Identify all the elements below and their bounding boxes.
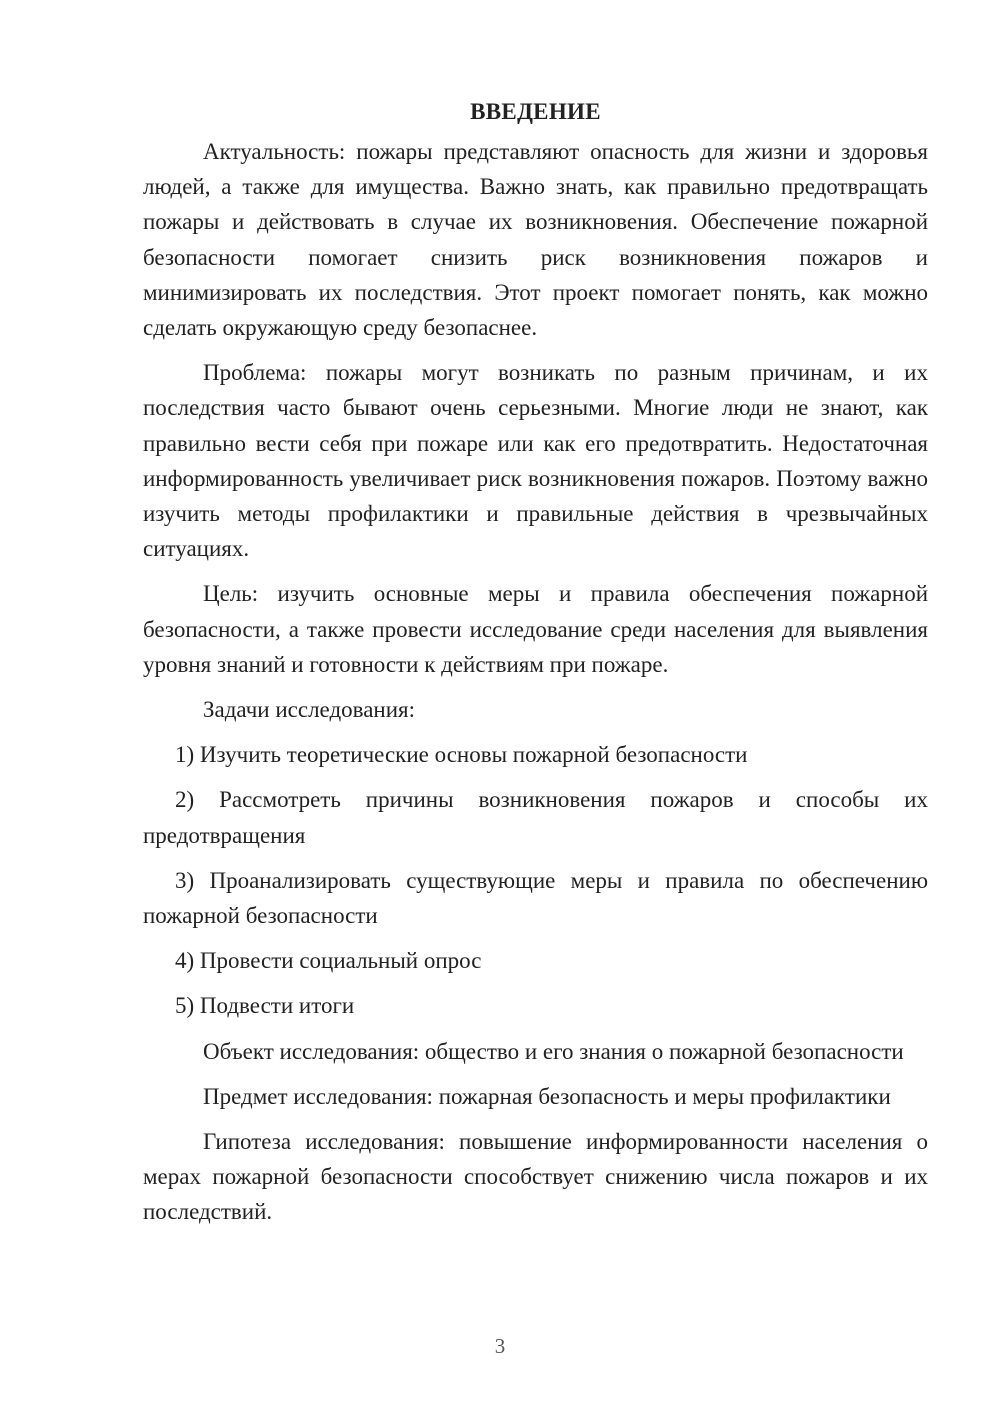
- task-item-2: 2) Рассмотреть причины возникновения пожаров и способы их предотвращения: [143, 787, 928, 848]
- task-item-4: 4) Провести социальный опрос: [175, 948, 482, 974]
- task-item-3: 3) Проанализировать существующие меры и правила по обеспечению пожарной безопасности: [143, 867, 928, 929]
- paragraph-object: Объект исследования: общество и его знания о пожарной безопасности: [203, 1038, 904, 1064]
- paragraph-goal: Цель: изучить основные меры и правила обеспечения пожарной безопасности, а также провести исследование среди населения для выявления уровня знаний и готовности к действиям при пожаре.: [143, 581, 928, 677]
- document-page: [143, 94, 928, 1230]
- section-title: ВВЕДЕНИЕ: [470, 99, 601, 124]
- tasks-heading: Задачи исследования:: [203, 697, 416, 723]
- paragraph-hypothesis: Гипотеза исследования: повышение информированности населения о мерах пожарной безопасности способствует снижению числа пожаров и их последствий.: [143, 1129, 928, 1225]
- page-number: 3: [494, 1334, 506, 1358]
- task-item-5: 5) Подвести итоги: [175, 993, 355, 1019]
- paragraph-problem: Проблема: пожары могут возникать по разным причинам, и их последствия часто бывают очень серьезными. Многие люди не знают, как правильно вести себя при пожаре или как его предотвратить. Недостаточная информированность увеличивает риск возникновения пожаров. Поэтому важно изучить методы профилактики и правильные действия в чрезвычайных ситуациях.: [143, 360, 928, 562]
- task-item-1: 1) Изучить теоретические основы пожарной безопасности: [175, 742, 748, 768]
- paragraph-subject: Предмет исследования: пожарная безопасность и меры профилактики: [203, 1083, 891, 1109]
- paragraph-relevance: Актуальность: пожары представляют опасность для жизни и здоровья людей, а также для имущества. Важно знать, как правильно предотвращать пожары и действовать в случае их возникновения. Обеспечение пожарной безопасности помогает снизить риск возникновения пожаров и минимизировать их последствия. Этот проект помогает понять, как можно сделать окружающую среду безопаснее.: [143, 139, 928, 341]
